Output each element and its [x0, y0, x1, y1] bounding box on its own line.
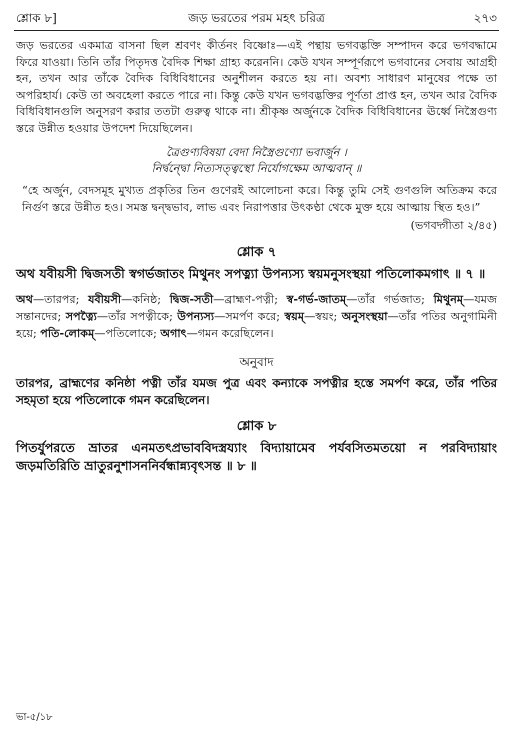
verse-7-synonyms: [16, 291, 497, 342]
synonym-meaning: —ব্রাহ্মণ-পত্নী;: [213, 293, 287, 306]
page-number: ২৭৩: [473, 11, 497, 25]
synonym-meaning: —তারপর;: [32, 293, 89, 306]
gita-translation-quote: “হে অর্জুন, বেদসমূহ মুখ্যত প্রকৃতির তিন গুণেরই আলোচনা করে। কিন্তু তুমি সেই গুণগুলি অতিক্রম করে নির্গুণ স্তরে উন্নীত হও। সমস্ত দ্বন্দ্বভাব, লাভ এবং নিরাপত্তার উৎকণ্ঠা থেকে মুক্ত হয়ে আত্মায় স্থিত হও।”: [22, 184, 497, 214]
synonym-meaning: —যমজ সন্তানদের;: [16, 293, 497, 323]
synonym-word: অনুসংস্থয়া: [341, 309, 388, 323]
synonym-meaning: —পতিলোকে;: [94, 327, 161, 340]
synonym-meaning: —তাঁর পতির অনুগামিনী হয়ে;: [16, 310, 498, 340]
synonym-word: স্ব-গর্ভ-জাতম্: [286, 292, 347, 306]
synonym-word: যবীয়সী: [88, 292, 122, 306]
synonym-meaning: —তাঁর সপত্নীকে;: [96, 310, 178, 323]
synonym-word: উপন্যস্য: [177, 309, 215, 323]
gita-verse-line-2: নির্দ্বন্দ্বো নিত্যসত্ত্বস্থো নির্যোগক্ষেম আত্মবান্ ॥: [151, 162, 362, 175]
synonym-word: স্বয়ম্: [284, 309, 305, 323]
running-header: [16, 6, 497, 28]
page-body: [16, 38, 497, 475]
gita-verse-line-1: ত্রৈগুণ্যবিষয়া বেদা নিস্ত্রৈগুণ্যো ভবার্জুন ।: [166, 146, 347, 159]
verse-8-heading: শ্লোক ৮: [236, 418, 277, 434]
verse-7-heading: শ্লোক ৭: [236, 244, 277, 260]
synonym-meaning: —স্বয়ং;: [304, 310, 342, 323]
header-title: জড় ভরতের পরম মহৎ চরিত্র: [188, 11, 325, 25]
purport-paragraph: জড় ভরতের একমাত্র বাসনা ছিল শ্রবণং কীর্তনং বিষ্ণোঃ—এই পন্থায় ভগবদ্ভক্তি সম্পাদন করে ভগবদ্ধামে ফিরে যাওয়া। তিনি তাঁর পিতৃদত্ত বৈদিক শিক্ষা গ্রাহ্য করেননি। কেউ যখন সম্পূর্ণরূপে ভগবানের সেবায় আগ্রহী হন, তখন আর তাঁকে বৈদিক বিধিবিধানের অনুশীলন করতে হয় না। অবশ্য সাধারণ মানুষের পক্ষে তা অপরিহার্য। কেউ তা অবহেলা করতে পারে না। কিন্তু কেউ যখন ভগবদ্ভক্তির পূর্ণতা প্রাপ্ত হন, তখন আর বৈদিক বিধিবিধানগুলি অনুসরণ করার ততটা গুরুত্ব থাকে না। শ্রীকৃষ্ণ অর্জুনকে বৈদিক বিধিবিধানের ঊর্ধ্বে নিস্ত্রৈগুণ্য স্তরে উন্নীত হওয়ার উপদেশ দিয়েছিলেন।: [16, 39, 497, 135]
synonym-word: মিথুনম্: [433, 292, 464, 306]
signature-mark: ভা-৫/১৮: [16, 712, 53, 723]
verse-7-translation: তারপর, ব্রাহ্মণের কনিষ্ঠা পত্নী তাঁর যমজ পুত্র এবং কন্যাকে সপত্নীর হস্তে সমর্পণ করে, তাঁর পতির সহমৃতা হয়ে পতিলোকে গমন করেছিলেন।: [16, 375, 497, 407]
synonym-meaning: —গমন করেছিলেন।: [186, 327, 274, 340]
synonym-meaning: —কনিষ্ঠ;: [121, 293, 170, 306]
synonym-meaning: —তাঁর গর্ভজাত;: [346, 293, 434, 306]
header-verse-ref: শ্লোক ৮]: [16, 11, 57, 25]
gita-verse: [16, 145, 497, 177]
translation-heading: অনুবাদ: [239, 355, 274, 369]
synonym-meaning: —সমর্পণ করে;: [214, 310, 285, 323]
synonym-word: অথ: [16, 292, 33, 306]
header-rule: [14, 30, 499, 31]
synonym-word: দ্বিজ-সতী: [169, 292, 214, 306]
quote-source: (ভগবদ্গীতা ২/৪৫): [410, 219, 497, 232]
verse-8-sanskrit: পিতর্যুপরতে ভ্রাতর এনমতৎপ্রভাববিদস্ত্রয্যাং বিদ্যায়ামেব পর্যবসিতমতয়ো ন পরবিদ্যায়াং জড়মতিরিতি ভ্রাতুরনুশাসননির্বন্ধান্ন্যবৃৎসন্ত ॥ ৮ ॥: [16, 440, 497, 473]
synonym-word: অগাৎ: [160, 326, 187, 340]
verse-7-sanskrit: অথ যবীয়সী দ্বিজসতী স্বগর্ভজাতং মিথুনং সপত্ন্যা উপন্যস্য স্বয়মনুসংস্থয়া পতিলোকমগাৎ ॥ ৭ ॥: [16, 266, 486, 281]
synonym-word: পতি-লোকম্: [40, 326, 95, 340]
synonym-word: সপত্ন্যৈ: [65, 309, 97, 323]
